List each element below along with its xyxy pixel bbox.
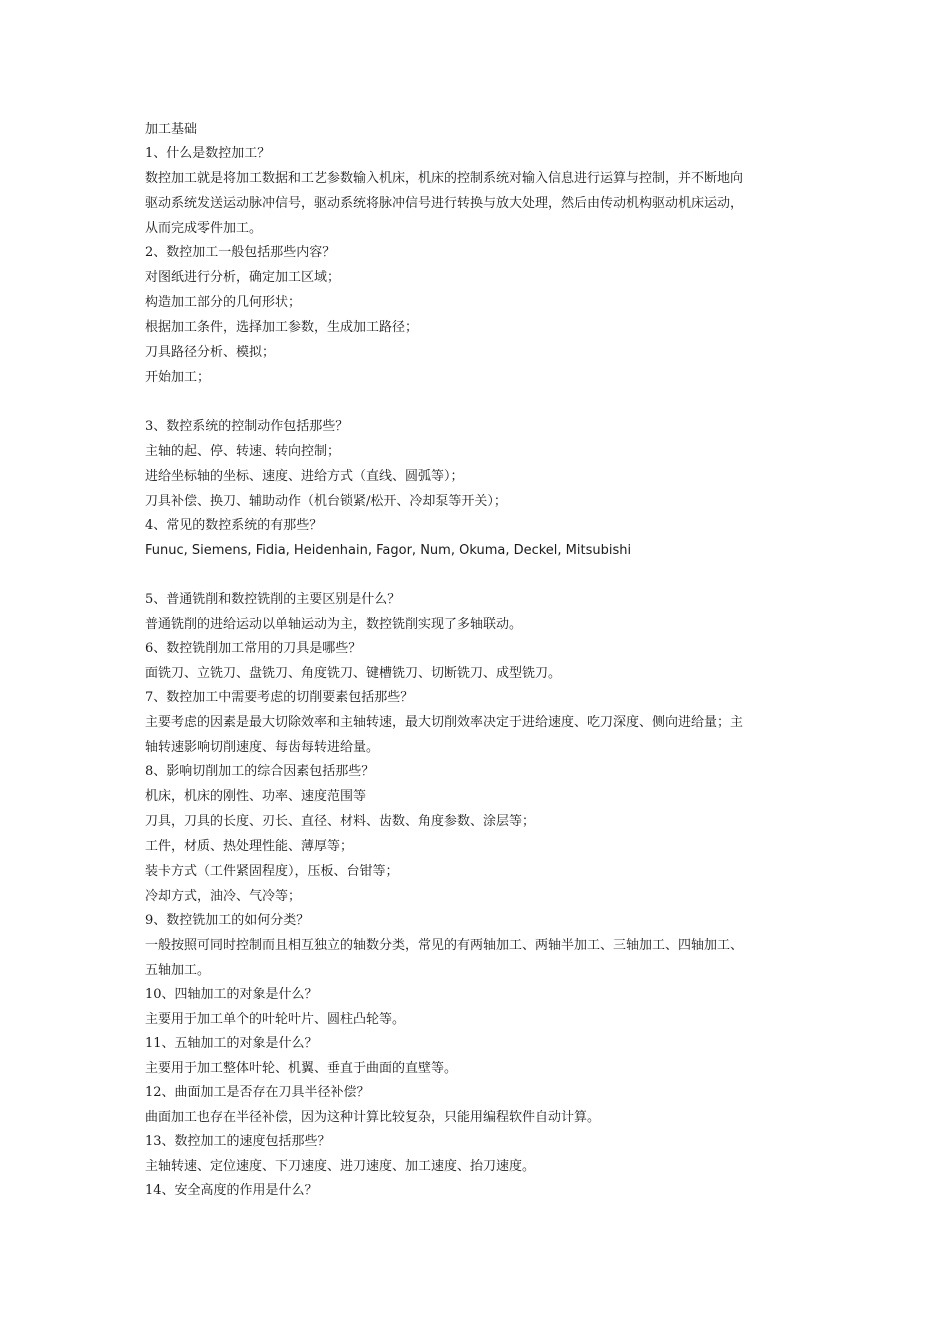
answer-2-line: 对图纸进行分析，确定加工区域； [145,270,341,285]
question-4: 4、常见的数控系统的有那些？ [145,518,323,533]
spacer [145,390,815,415]
answer-8-line: 冷却方式，油冷、气冷等； [145,889,302,904]
answer-1-line: 驱动系统发送运动脉冲信号，驱动系统将脉冲信号进行转换与放大处理，然后由传动机构驱动机床运动， [145,196,744,211]
answer-8-line: 刀具，刀具的长度、刃长、直径、材料、齿数、角度参数、涂层等； [145,814,536,829]
document-title: 加工基础 [145,122,198,137]
answer-3-line: 进给坐标轴的坐标、速度、进给方式（直线、圆弧等）； [145,469,464,484]
question-5: 5、普通铣削和数控铣削的主要区别是什么？ [145,592,401,607]
answer-2-line: 构造加工部分的几何形状； [145,295,302,310]
answer-7-line: 主要考虑的因素是最大切除效率和主轴转速，最大切削效率决定于进给速度、吃刀深度、侧向进给量；主 [145,715,744,730]
answer-9-line: 五轴加工。 [145,963,211,978]
answer-8-line: 机床，机床的刚性、功率、速度范围等 [145,789,367,804]
answer-4: Funuc, Siemens, Fidia, Heidenhain, Fagor, Num, Okuma, Deckel, Mitsubishi [145,543,632,558]
answer-12: 曲面加工也存在半径补偿，因为这种计算比较复杂，只能用编程软件自动计算。 [145,1110,601,1125]
answer-3-line: 刀具补偿、换刀、辅助动作（机台锁紧/松开、冷却泵等开关）； [145,494,507,509]
answer-6: 面铣刀、立铣刀、盘铣刀、角度铣刀、键槽铣刀、切断铣刀、成型铣刀。 [145,666,562,681]
answer-1-line: 从而完成零件加工。 [145,221,263,236]
answer-2-line: 刀具路径分析、模拟； [145,345,276,360]
question-12: 12、曲面加工是否存在刀具半径补偿？ [145,1085,370,1100]
answer-2-line: 根据加工条件，选择加工参数，生成加工路径； [145,320,419,335]
answer-3-line: 主轴的起、停、转速、转向控制； [145,444,341,459]
question-14: 14、安全高度的作用是什么？ [145,1183,318,1198]
answer-1-line: 数控加工就是将加工数据和工艺参数输入机床，机床的控制系统对输入信息进行运算与控制，并不断地向 [145,171,744,186]
question-9: 9、数控铣加工的如何分类？ [145,913,310,928]
question-1: 1、什么是数控加工？ [145,146,271,161]
question-10: 10、四轴加工的对象是什么？ [145,987,318,1002]
spacer [145,563,815,588]
document-body [145,118,815,1203]
question-6: 6、数控铣削加工常用的刀具是哪些？ [145,641,362,656]
answer-8-line: 装卡方式（工件紧固程度），压板、台钳等； [145,864,399,879]
question-3: 3、数控系统的控制动作包括那些？ [145,419,349,434]
question-8: 8、影响切削加工的综合因素包括那些？ [145,764,375,779]
question-13: 13、数控加工的速度包括那些？ [145,1134,331,1149]
question-7: 7、数控加工中需要考虑的切削要素包括那些？ [145,690,414,705]
answer-5: 普通铣削的进给运动以单轴运动为主，数控铣削实现了多轴联动。 [145,617,523,632]
answer-9-line: 一般按照可同时控制而且相互独立的轴数分类，常见的有两轴加工、两轴半加工、三轴加工、四轴加工、 [145,938,744,953]
answer-10: 主要用于加工单个的叶轮叶片、圆柱凸轮等。 [145,1012,406,1027]
answer-7-line: 轴转速影响切削速度、每齿每转进给量。 [145,740,380,755]
answer-8-line: 工件，材质、热处理性能、薄厚等； [145,839,354,854]
answer-13: 主轴转速、定位速度、下刀速度、进刀速度、加工速度、抬刀速度。 [145,1159,536,1174]
question-11: 11、五轴加工的对象是什么？ [145,1036,318,1051]
question-2: 2、数控加工一般包括那些内容？ [145,245,336,260]
answer-11: 主要用于加工整体叶轮、机翼、垂直于曲面的直壁等。 [145,1061,458,1076]
answer-2-line: 开始加工； [145,370,211,385]
